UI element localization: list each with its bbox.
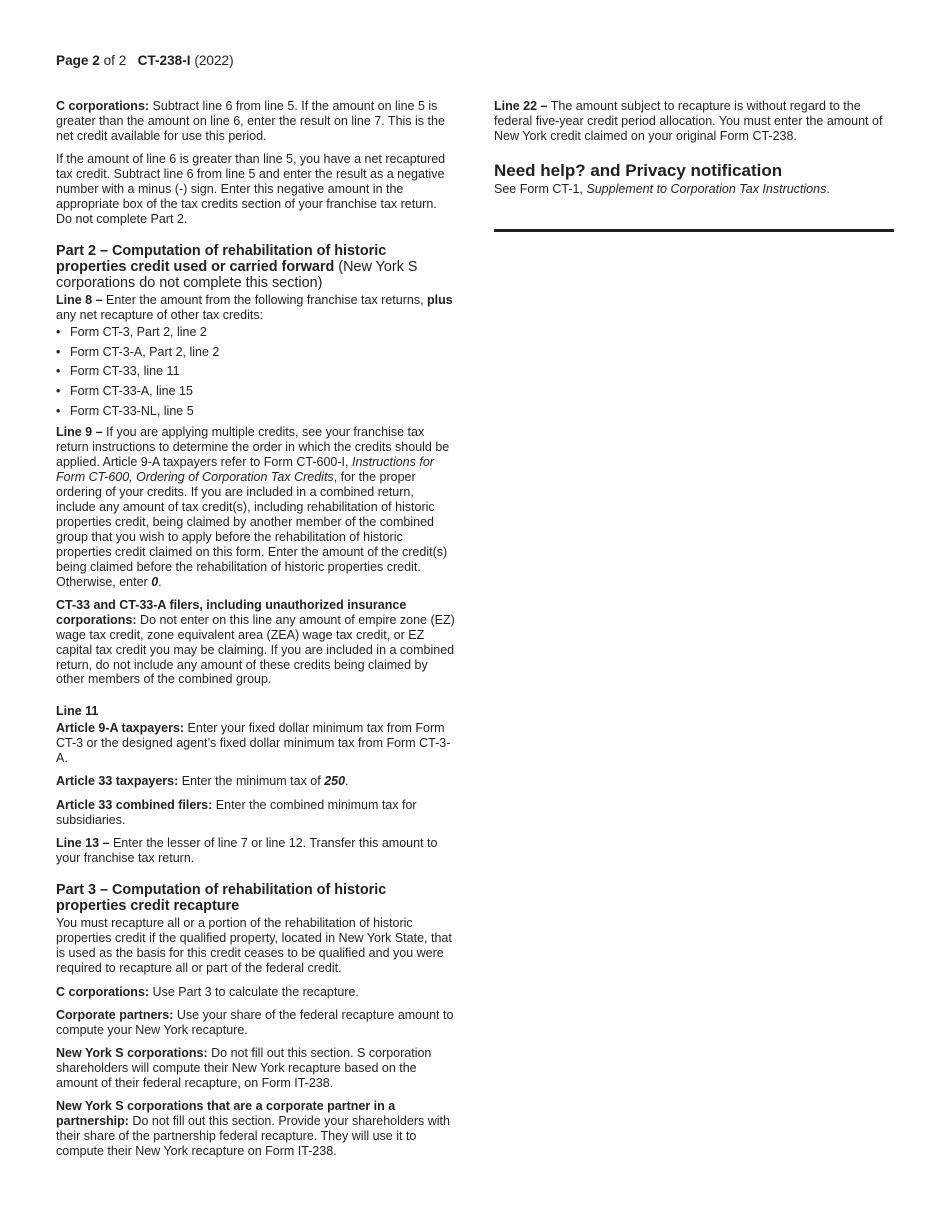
article-33-paragraph: Article 33 taxpayers: Enter the minimum tax of 250.: [56, 774, 349, 789]
list-item: • Form CT-33-NL, line 5: [56, 403, 194, 418]
line8-paragraph: Line 8 – Enter the amount from the following franchise tax returns, plus any net recapture of other tax credits:: [56, 293, 453, 323]
part3-intro-paragraph: You must recapture all or a portion of the rehabilitation of historic properties credit if the qualified property, located in New York State, that is used as the basis for this credit ceases to be qualified and you were required to recapture all or part of the federal credit.: [56, 916, 452, 976]
right-column: [494, 99, 894, 232]
part3-heading: Part 3 – Computation of rehabilitation of historic properties credit recapture: [56, 882, 387, 915]
end-rule: [494, 229, 894, 232]
part3-c-corporations-paragraph: C corporations: Use Part 3 to calculate the recapture.: [56, 984, 359, 999]
list-item: • Form CT-3-A, Part 2, line 2: [56, 344, 220, 359]
article-33-combined-paragraph: Article 33 combined filers: Enter the combined minimum tax for subsidiaries.: [56, 797, 417, 827]
page-label: Page: [56, 53, 89, 68]
corporate-partners-paragraph: Corporate partners: Use your share of the federal recapture amount to compute your New York recapture.: [56, 1007, 454, 1037]
help-heading: Need help? and Privacy notification: [494, 160, 783, 180]
net-recapture-paragraph: If the amount of line 6 is greater than line 5, you have a net recaptured tax credit. Subtract line 6 from line 5 and enter the result as a negative number with a minus (-) sign. Enter this negative amount in the appropriate box of the tax credits section of your franchise tax return. Do not complete Part 2.: [56, 152, 446, 226]
page-total: of 2: [103, 53, 127, 68]
line13-paragraph: Line 13 – Enter the lesser of line 7 or line 12. Transfer this amount to your franchise tax return.: [56, 836, 438, 866]
page-header: [56, 53, 234, 69]
list-item: • Form CT-33, line 11: [56, 364, 180, 379]
ct33-filers-paragraph: CT-33 and CT-33-A filers, including unauthorized insurance corporations: Do not enter on this line any amount of empire zone (EZ) wage tax credit, zone equivalent area (ZEA) wage tax credit, or EZ capital tax credit you may be claiming. If you are included in a combined return, do not include any amount of these credits being claimed by other members of the combined group.: [56, 597, 455, 687]
line11-heading: Line 11: [56, 704, 99, 719]
help-paragraph: See Form CT-1, Supplement to Corporation Tax Instructions.: [494, 181, 830, 196]
part2-heading: Part 2 – Computation of rehabilitation of historic properties credit used or carried forward (New York S corporations do not complete this section): [56, 242, 418, 292]
form-id: CT-238-I: [137, 53, 191, 68]
page-number: 2: [92, 53, 100, 68]
form-year: (2022): [194, 53, 234, 68]
article-9a-paragraph: Article 9-A taxpayers: Enter your fixed dollar minimum tax from Form CT-3 or the designed agent’s fixed dollar minimum tax from Form CT-3-A.: [56, 721, 451, 766]
list-item: • Form CT-3, Part 2, line 2: [56, 325, 207, 340]
ny-s-corp-partner-paragraph: New York S corporations that are a corporate partner in a partnership: Do not fill out this section. Provide your shareholders with their share of the partnership federal recapture. They will use it to compute their New York recapture on Form IT-238.: [56, 1099, 450, 1159]
line8-form-list: [56, 325, 456, 418]
list-item: • Form CT-33-A, line 15: [56, 383, 193, 398]
line9-paragraph: Line 9 – If you are applying multiple credits, see your franchise tax return instructions to determine the order in which the credits should be applied. Article 9-A taxpayers refer to Form CT-600-I, Instructions for Form CT-600, Ordering of Corporation Tax Credits, for the proper ordering of your credits. If you are included in a combined return, include any amount of tax credit(s), including rehabilitation of historic properties credit, being claimed by another member of the combined group that you wish to apply before the rehabilitation of historic properties credit claimed on this form. Enter the amount of the credit(s) being claimed before the rehabilitation of historic properties credit. Otherwise, enter 0.: [56, 425, 450, 589]
left-column: [56, 99, 456, 1168]
ny-s-corporations-paragraph: New York S corporations: Do not fill out this section. S corporation shareholders will compute their New York recapture based on the amount of their federal recapture, on Form IT-238.: [56, 1046, 432, 1091]
line22-paragraph: Line 22 – The amount subject to recapture is without regard to the federal five-year credit period allocation. You must enter the amount of New York credit claimed on your original Form CT-238.: [494, 99, 883, 143]
c-corporations-paragraph: C corporations: Subtract line 6 from line 5. If the amount on line 5 is greater than the amount on line 6, enter the result on line 7. This is the net credit available for use this period.: [56, 99, 445, 143]
